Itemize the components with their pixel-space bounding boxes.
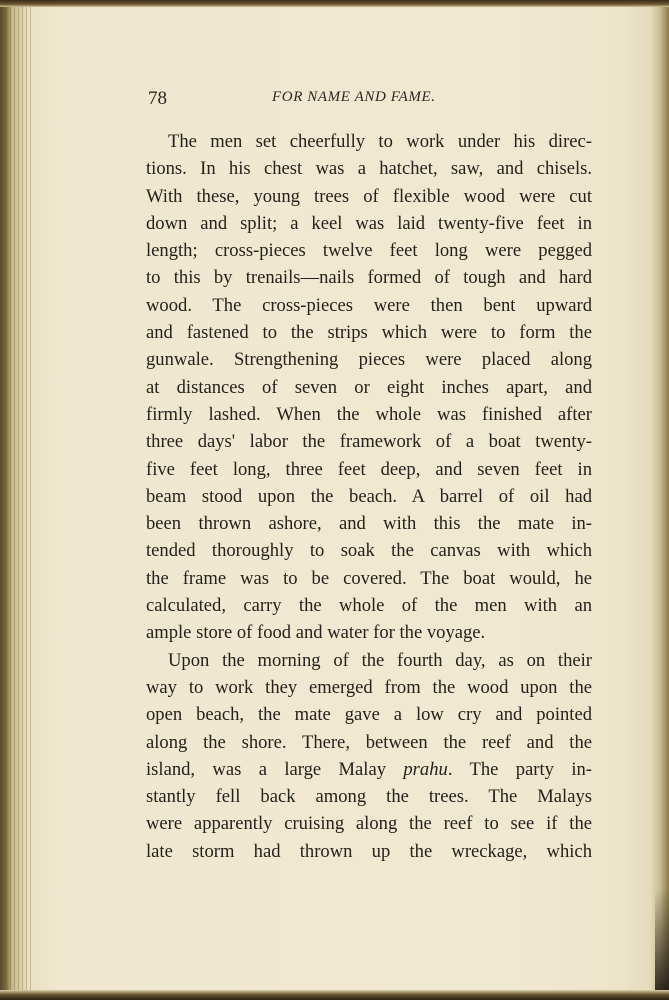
text-line: With these, young trees of flexible wood were cut bbox=[146, 185, 592, 207]
text-line: five feet long, three feet deep, and seven feet in bbox=[146, 458, 592, 480]
text-line: tions. In his chest was a hatchet, saw, and chisels. bbox=[146, 158, 592, 180]
text-line: to this by trenails—nails formed of tough and hard bbox=[146, 267, 592, 289]
page-number: 78 bbox=[148, 88, 167, 109]
text-line: the frame was to be covered. The boat would, he bbox=[146, 567, 592, 589]
italic-word: prahu bbox=[403, 758, 448, 780]
text-line bbox=[146, 756, 592, 783]
text-line: were apparently cruising along the reef to see if the bbox=[146, 813, 592, 835]
body-text bbox=[146, 128, 592, 865]
page-bottom-edge bbox=[0, 990, 669, 1000]
book-spine-edge bbox=[6, 7, 32, 990]
text-line: gunwale. Strengthening pieces were placed along bbox=[146, 349, 592, 371]
text-line: The men set cheerfully to work under his direc- bbox=[168, 131, 592, 152]
text-line: ample store of food and water for the voyage. bbox=[146, 622, 486, 644]
text-segment: island, was a large Malay bbox=[146, 758, 404, 780]
text-segment: . The party in- bbox=[447, 758, 592, 780]
text-line: at distances of seven or eight inches apart, and bbox=[146, 376, 592, 398]
text-line: along the shore. There, between the reef and the bbox=[146, 731, 592, 753]
text-line: been thrown ashore, and with this the mate in- bbox=[146, 513, 592, 535]
page-header bbox=[148, 88, 478, 112]
running-head: FOR NAME AND FAME. bbox=[272, 89, 436, 105]
text-line: calculated, carry the whole of the men with an bbox=[146, 595, 592, 617]
text-line: firmly lashed. When the whole was finished after bbox=[146, 403, 592, 425]
text-line: late storm had thrown up the wreckage, which bbox=[146, 840, 592, 862]
text-line: down and split; a keel was laid twenty-five feet in bbox=[146, 212, 592, 234]
text-line: open beach, the mate gave a low cry and pointed bbox=[146, 704, 592, 726]
text-line: tended thoroughly to soak the canvas with which bbox=[146, 540, 592, 562]
page-corner-shadow bbox=[655, 890, 669, 1000]
text-line: stantly fell back among the trees. The Malays bbox=[146, 786, 592, 808]
page-top-edge bbox=[0, 0, 669, 7]
text-line: and fastened to the strips which were to form the bbox=[146, 322, 592, 344]
text-line: beam stood upon the beach. A barrel of oil had bbox=[146, 485, 592, 507]
text-line: length; cross-pieces twelve feet long were pegged bbox=[146, 240, 592, 262]
text-line: three days' labor the framework of a boat twenty- bbox=[146, 431, 592, 453]
text-line: wood. The cross-pieces were then bent upward bbox=[146, 294, 592, 316]
text-line: Upon the morning of the fourth day, as on their bbox=[168, 649, 592, 671]
text-line: way to work they emerged from the wood upon the bbox=[146, 676, 592, 698]
